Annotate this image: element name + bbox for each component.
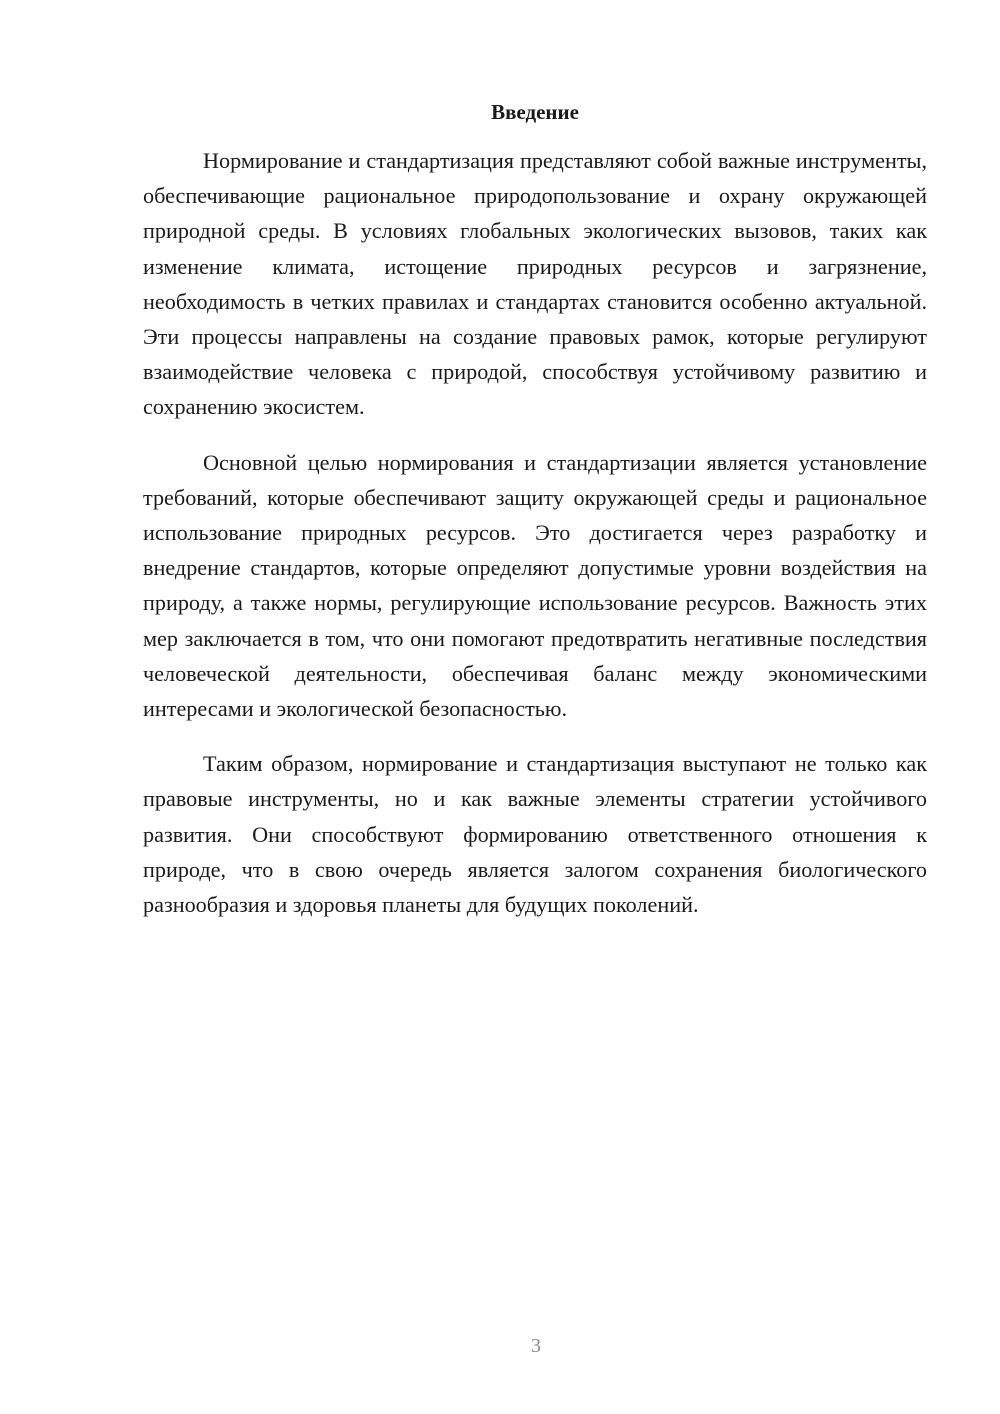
paragraph-2: Основной целью нормирования и стандартизации является установление требований, которые обеспечивают защиту окружающей среды и рациональное использование природных ресурсов. Это достигается через разработку и внедрение стандартов, которые определяют допустимые уровни воздействия на природу, а также нормы, регулирующие использование ресурсов. Важность этих мер заключается в том, что они помогают предотвратить негативные последствия человеческой деятельности, обеспечивая баланс между экономическими интересами и экологической безопасностью. — [143, 449, 927, 722]
section-heading: Введение — [491, 100, 579, 124]
body-text — [143, 143, 927, 942]
paragraph-1: Нормирование и стандартизация представляют собой важные инструменты, обеспечивающие рациональное природопользование и охрану окружающей природной среды. В условиях глобальных экологических вызовов, таких как изменение климата, истощение природных ресурсов и загрязнение, необходимость в четких правилах и стандартах становится особенно актуальной. Эти процессы направлены на создание правовых рамок, которые регулируют взаимодействие человека с природой, способствуя устойчивому развитию и сохранению экосистем. — [143, 148, 927, 420]
paragraph-3: Таким образом, нормирование и стандартизация выступают не только как правовые инструменты, но и как важные элементы стратегии устойчивого развития. Они способствуют формированию ответственного отношения к природе, что в свою очередь является залогом сохранения биологического разнообразия и здоровья планеты для будущих поколений. — [143, 751, 927, 918]
page-number: 3 — [531, 1335, 541, 1357]
